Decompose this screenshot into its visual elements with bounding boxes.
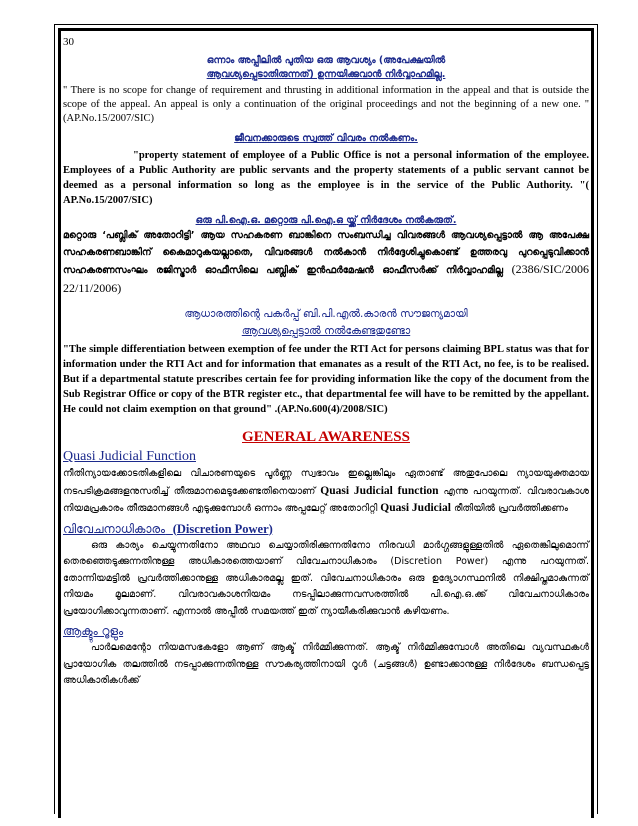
section1-heading-line2: ആവശ്യപ്പെടാതിരുന്നത്) ഉന്നയിക്കുവാൻ നിർവ്വാഹമില്ല. <box>206 69 446 80</box>
discretion-body: ഒരു കാര്യം ചെയ്യുന്നതിനോ അഥവാ ചെയ്യാതിരിക്കുന്നതിനോ നിരവധി മാർഗ്ഗങ്ങളുള്ളതിൽ ഏതെങ്കിലുമൊന്ന് തെരഞ്ഞെടുക്കുന്നതിനുള്ള അധികാരത്തെയാണ് വിവേചനാധികാരം (Discretion Power) എന്നു പറയുന്നത്. തോന്നിയമട്ടിൽ പ്രവർത്തിക്കാനുള്ള അധികാരമല്ല ഇത്. വിവേചനാധികാരം ഒരു ഉദ്യോഗസ്ഥനിൽ നിക്ഷിപ്തമാകുന്നത് നിയമം മൂലമാണ്. വിവരാവകാശനിയമം നടപ്പിലാക്കുന്നവസരത്തിൽ പി.ഐ.ഒ.ക്ക് വിവേചനാധികാരം പ്രയോഗിക്കാവുന്നതാണ്. എന്നാൽ അപ്പീൽ സമയത്ത് ഇത് ന്യായീകരിക്കുവാൻ കഴിയണം. <box>63 539 589 617</box>
page-number: 30 <box>63 36 74 48</box>
quasi-judicial-title: Quasi Judicial Function <box>63 449 196 464</box>
section2-quote: "property statement of employee of a Public Office is not a personal information of the employee. Employees of a Public Authority are public servants and the property statements of a public servant cannot be deemed as a personal information so long as the employee is in the service of the Public Authority. "( AP.No.15/2007/SIC) <box>63 150 589 206</box>
act-rule-title: ആക്ടും റൂളും <box>63 624 124 638</box>
section2-heading: ജീവനക്കാരുടെ സ്വത്ത് വിവരം നൽകണം. <box>234 133 418 144</box>
section1-heading-line1: ഒന്നാം അപ്പീലിൽ പുതിയ ഒരു ആവശ്യം (അപേക്ഷയിൽ <box>206 55 446 66</box>
page-content <box>63 36 589 690</box>
section3-heading: ഒരു പി.ഐ.ഒ. മറ്റൊരു പി.ഐ.ഒ യ്ക്ക് നിർദേശം നൽകരുത്. <box>195 215 457 226</box>
discretion-title-en: (Discretion Power) <box>172 521 273 536</box>
quasi-judicial-body <box>63 466 589 518</box>
discretion-title-mal: വിവേചനാധികാരം <box>63 521 166 536</box>
act-rule-body: പാർലമെന്റോ നിയമസഭകളോ ആണ് ആക്ട് നിർമ്മിക്കുന്നത്. ആക്ട് നിർമ്മിക്കുമ്പോൾ അതിലെ വ്യവസ്ഥകൾ പ്രായോഗിക തലത്തിൽ നടപ്പാക്കുന്നതിനുള്ള സൗകര്യത്തിനായി റൂൾ (ചട്ടങ്ങൾ) ഉണ്ടാക്കാനുള്ള നിർദേശം ബന്ധപ്പെട്ട അധികാരികൾക്ക് <box>63 642 589 686</box>
section4-heading-line1: ആധാരത്തിന്റെ പകർപ്പ് ബി.പി.എൽ.കാരൻ സൗജന്യമായി <box>184 308 468 320</box>
section3-body-text: മറ്റൊരു ‘പബ്ലിക് അതോറിട്ടി’ ആയ സഹകരണ ബാങ്കിനെ സംബന്ധിച്ച വിവരങ്ങൾ ആവശ്യപ്പെട്ടാൽ ആ അപേക്ഷ സഹകരണബാങ്കിന് കൈമാറുകയല്ലാതെ, വിവരങ്ങൾ നൽകാൻ നിർദ്ദേശിച്ചുകൊണ്ട് ഉത്തരവു പുറപ്പെടുവിക്കാൻ സഹകരണസംഘം രജിസ്ട്രാർ ഓഫീസിലെ പബ്ലിക് ഇൻഫർമേഷൻ ഓഫീസർക്ക് നിർവ്വാഹമില്ല <box>63 230 589 276</box>
quasi-bold-term-2: Quasi Judicial <box>380 502 451 514</box>
section3-body <box>63 228 589 298</box>
discretion-title <box>63 520 589 538</box>
section4-heading-line2: ആവശ്യപ്പെട്ടാൽ നൽകേണ്ടതുണ്ടോ <box>241 325 411 337</box>
quasi-body-part3: രീതിയിൽ പ്രവർത്തിക്കണം <box>450 503 568 514</box>
section1-quote: " There is no scope for change of requirement and thrusting in additional information in the appeal and that is outside the scope of the appeal. An appeal is only a continuation of the original proceedings and not the beginning of a new one. " (AP.No.15/2007/SIC) <box>63 85 589 124</box>
quasi-body-part2: എന്നു പറയുന്നത്. വിവരാവകാശ നിയമപ്രകാരം തീരുമാനങ്ങൾ എടുക്കുമ്പോൾ ഒന്നാം അപ്പലേറ്റ് അതോറിറ്റി <box>63 485 589 514</box>
quasi-bold-term-1: Quasi Judicial function <box>320 484 439 497</box>
general-awareness-title: GENERAL AWARENESS <box>242 429 410 445</box>
quasi-body-part1: നീതിന്യായക്കോടതികളിലെ വിചാരണയുടെ പൂർണ്ണ സ്വഭാവം ഇല്ലെങ്കിലും ഏതാണ്ട് അതുപോലെ ന്യായയുക്തമായ നടപടിക്രമങ്ങളനുസരിച്ച് തീരുമാനമെടുക്കേണ്ടതിനെയാണ് <box>63 468 589 497</box>
section3-reference: (2386/SIC/2006 22/11/2006) <box>63 262 589 295</box>
section4-quote: "The simple differentiation between exemption of fee under the RTI Act for persons claiming BPL status was that for information under the RTI Act and for information that emanates as a result of the RTI Act, no fee, is to be realised. But if a departmental statute prescribes certain fee for providing information like the copy of the document from the Sub Registrar Office or copy of the BTR register etc., that departmental fee will have to be remitted by the appellant. He could not claim exemption on that ground" .(AP.No.600(4)/2008/SIC) <box>63 344 589 415</box>
